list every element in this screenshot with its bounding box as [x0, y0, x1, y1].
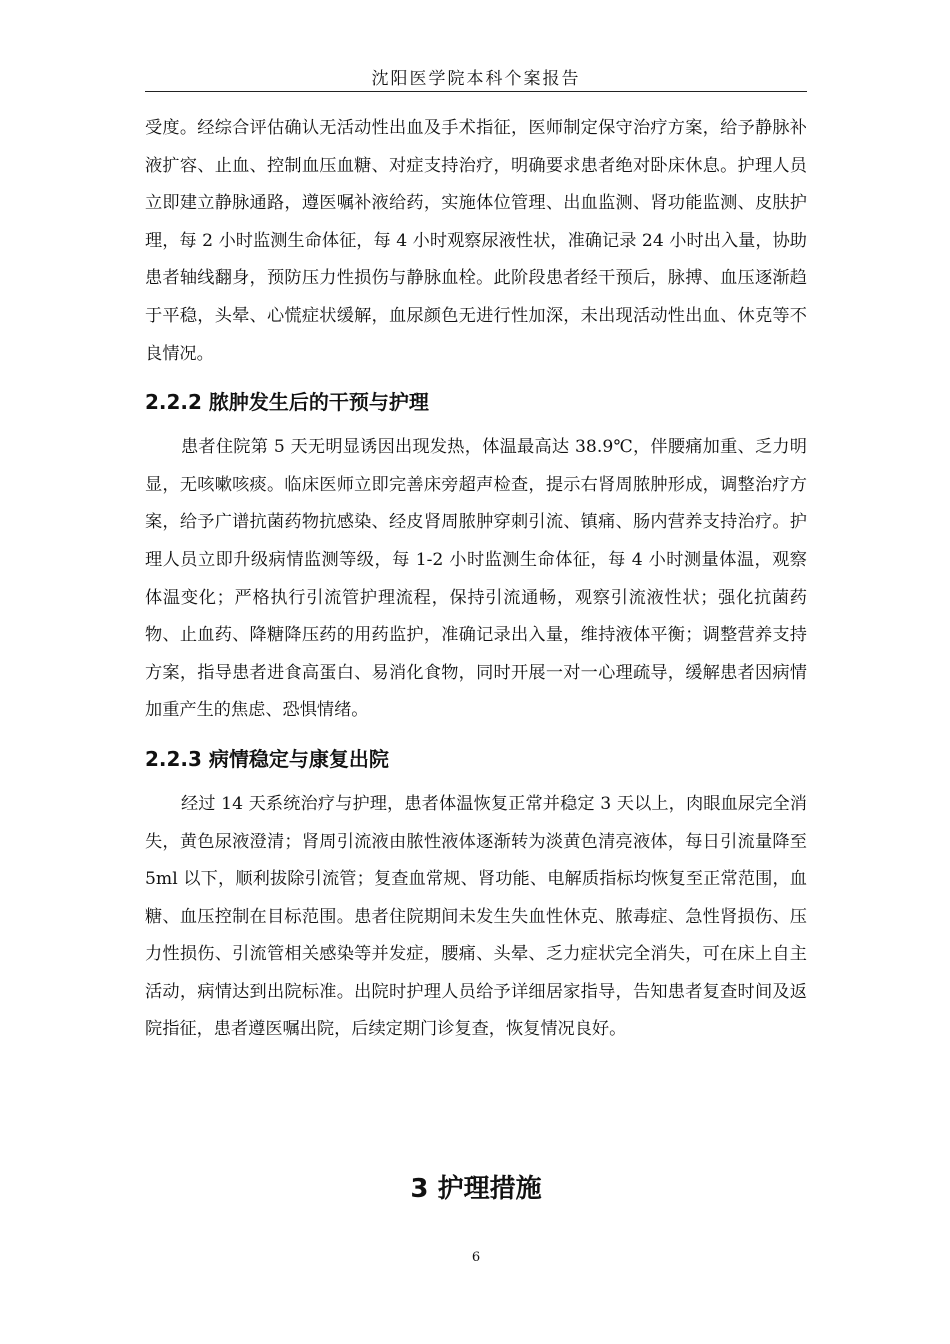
page-number: 6 [471, 1250, 481, 1265]
body-paragraph: 患者住院第 5 天无明显诱因出现发热，体温最高达 38.9℃，伴腰痛加重、乏力明显，无咳嗽咳痰。临床医师立即完善床旁超声检查，提示右肾周脓肿形成，调整治疗方案，给予广谱抗菌药物抗感染、经皮肾周脓肿穿刺引流、镇痛、肠内营养支持治疗。护理人员立即升级病情监测等级，每 1-2 小时监测生命体征，每 4 小时测量体温，观察体温变化；严格执行引流管护理流程，保持引流通畅，观察引流液性状；强化抗菌药物、止血药、降糖降压药的用药监护，准确记录出入量，维持液体平衡；调整营养支持方案，指导患者进食高蛋白、易消化食物，同时开展一对一心理疏导，缓解患者因病情加重产生的焦虑、恐惧情绪。 [145, 437, 807, 721]
document-body [145, 110, 807, 1049]
body-paragraph: 经过 14 天系统治疗与护理，患者体温恢复正常并稳定 3 天以上，肉眼血尿完全消失，黄色尿液澄清；肾周引流液由脓性液体逐渐转为淡黄色清亮液体，每日引流量降至 5ml 以下，顺利拔除引流管；复查血常规、肾功能、电解质指标均恢复至正常范围，血糖、血压控制在目标范围。患者住院期间未发生失血性休克、脓毒症、急性肾损伤、压力性损伤、引流管相关感染等并发症，腰痛、头晕、乏力症状完全消失，可在床上自主活动，病情达到出院标准。出院时护理人员给予详细居家指导，告知患者复查时间及返院指征，患者遵医嘱出院，后续定期门诊复查，恢复情况良好。 [145, 793, 807, 1040]
section-heading-2-2-3: 2.2.3 病情稳定与康复出院 [145, 746, 389, 771]
chapter-heading: 3 护理措施 [410, 1174, 542, 1204]
body-paragraph: 受度。经综合评估确认无活动性出血及手术指征，医师制定保守治疗方案，给予静脉补液扩容、止血、控制血压血糖、对症支持治疗，明确要求患者绝对卧床休息。护理人员立即建立静脉通路，遵医嘱补液给药，实施体位管理、出血监测、肾功能监测、皮肤护理，每 2 小时监测生命体征，每 4 小时观察尿液性状，准确记录 24 小时出入量，协助患者轴线翻身，预防压力性损伤与静脉血栓。此阶段患者经干预后，脉搏、血压逐渐趋于平稳，头晕、心慌症状缓解，血尿颜色无进行性加深，未出现活动性出血、休克等不良情况。 [145, 118, 807, 364]
page-header-title: 沈阳医学院本科个案报告 [371, 69, 581, 89]
header-divider [145, 91, 807, 92]
section-heading-2-2-2: 2.2.2 脓肿发生后的干预与护理 [145, 390, 429, 415]
